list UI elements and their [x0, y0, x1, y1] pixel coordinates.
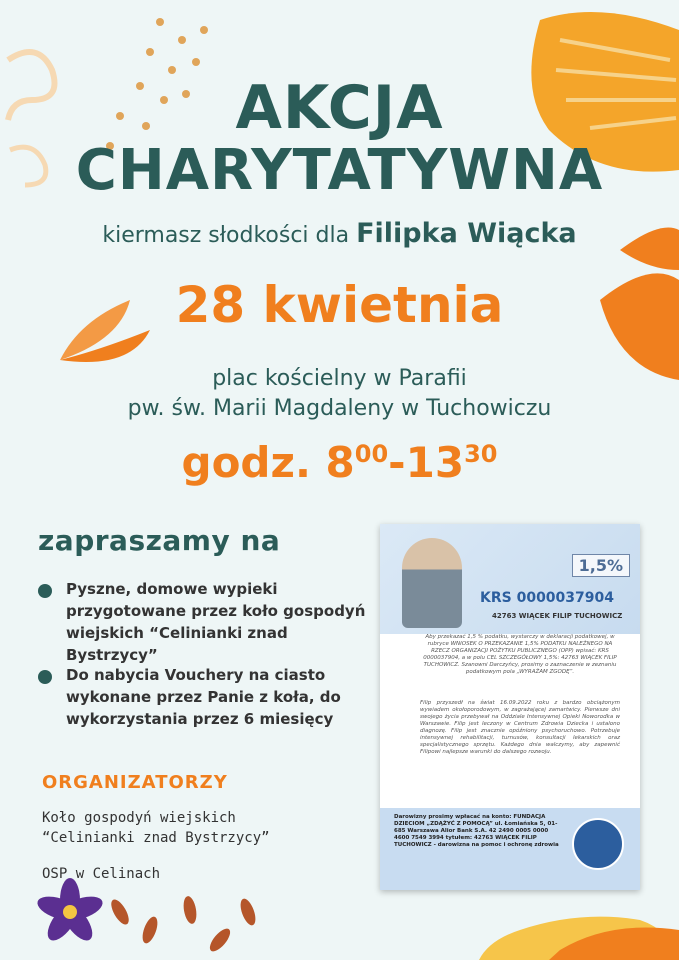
list-item-text: Do nabycia Vouchery na ciasto wykonane przez Panie z koła, do wykorzystania przez 6 miesięcy	[66, 666, 341, 728]
subtitle-name: Filipka Wiącka	[356, 218, 577, 249]
title-line-2: CHARYTATYWNA	[75, 138, 604, 203]
donation-card	[380, 524, 640, 890]
krs-number: KRS 0000037904	[480, 590, 614, 606]
place-line-2: pw. św. Marii Magdaleny w Tuchowiczu	[127, 396, 552, 421]
bullet-icon	[38, 670, 52, 684]
tax-instructions: Aby przekazać 1,5 % podatku, wystarczy w deklaracji podatkowej, w rubryce WNIOSEK O PRZEKAZANIE 1,5% PODATKU NALEŻNEGO NA RZECZ ORGANIZACJI POŻYTKU PUBLICZNEGO (OPP) wpisać: KRS 0000037904, a w polu CEL SZCZEGÓŁOWY 1,5%: 42763 WIĄCEK FILIP TUCHOWICZ. Szanowni Darczyńcy, prosimy o zaznaczenie w zeznaniu podatkowym pola „WYRAŻAM ZGODĘ”.	[423, 634, 617, 675]
hours-end: 13	[405, 438, 465, 487]
hours-separator: -	[388, 438, 406, 487]
list-item	[38, 664, 378, 730]
organizer-line: OSP w Celinach	[42, 866, 161, 882]
hours-start: 8	[325, 438, 355, 487]
organizers-heading: ORGANIZATORZY	[42, 772, 228, 793]
foundation-logo-icon	[572, 818, 624, 870]
child-story: Filip przyszedł na świat 16.09.2022 roku z bardzo obciążonym wywiadem okołoporodowym, w zagrażającej zamartwicy. Pierwsze dni swojego życia przebywał na Oddziale Intensywnej Opieki Noworodka w Warszawie. Filip jest leczony w Centrum Zdrowia Dziecka i ustalono diagnozę. Filip jest znacznie opóźniony psychoruchowo. Potrzebuje intensywnej rehabilitacji, turnusów, konsultacji lekarskich oraz specjalistycznego sprzętu. Każdego dnia walczymy, aby zapewnić Filipowi najlepsze warunki do dalszego rozwoju.	[420, 700, 620, 755]
organizer-line: “Celinianki znad Bystrzycy”	[42, 830, 270, 846]
percent-badge: 1,5%	[572, 554, 630, 577]
bank-details: Darowizny prosimy wpłacać na konto: FUNDACJA DZIECIOM „ZDĄŻYĆ Z POMOCĄ” ul. Łomiańska 5, 01-685 Warszawa Alior Bank S.A. 42 2490 0005 0000 4600 7549 3994 tytułem: 42763 WIĄCEK FILIP TUCHOWICZ - darowizna na pomoc i ochronę zdrowia	[394, 814, 559, 848]
event-date: 28 kwietnia	[175, 276, 504, 334]
bank-section	[380, 808, 640, 890]
invite-heading: zapraszamy na	[38, 524, 281, 557]
hours-start-minutes: 00	[354, 440, 389, 468]
title-line-1: AKCJA	[235, 73, 444, 143]
card-header	[380, 524, 640, 634]
list-item-text: Pyszne, domowe wypieki przygotowane przez koło gospodyń wiejskich “Celinianki znad Bystrzycy”	[66, 580, 366, 664]
hours-prefix: godz.	[181, 438, 311, 487]
subtitle-prefix: kiermasz słodkości dla	[102, 223, 350, 248]
bullet-icon	[38, 584, 52, 598]
child-photo	[402, 538, 462, 628]
list-item	[38, 578, 378, 666]
flower-decoration	[35, 878, 106, 945]
subtitle	[0, 218, 679, 249]
hours-end-minutes: 30	[464, 440, 498, 468]
leaf-decoration	[108, 895, 259, 954]
place-line-1: plac kościelny w Parafii	[212, 366, 467, 391]
krs-name: 42763 WIĄCEK FILIP TUCHOWICZ	[492, 612, 623, 620]
event-hours	[0, 438, 679, 487]
organizer-line: Koło gospodyń wiejskich	[42, 810, 236, 826]
